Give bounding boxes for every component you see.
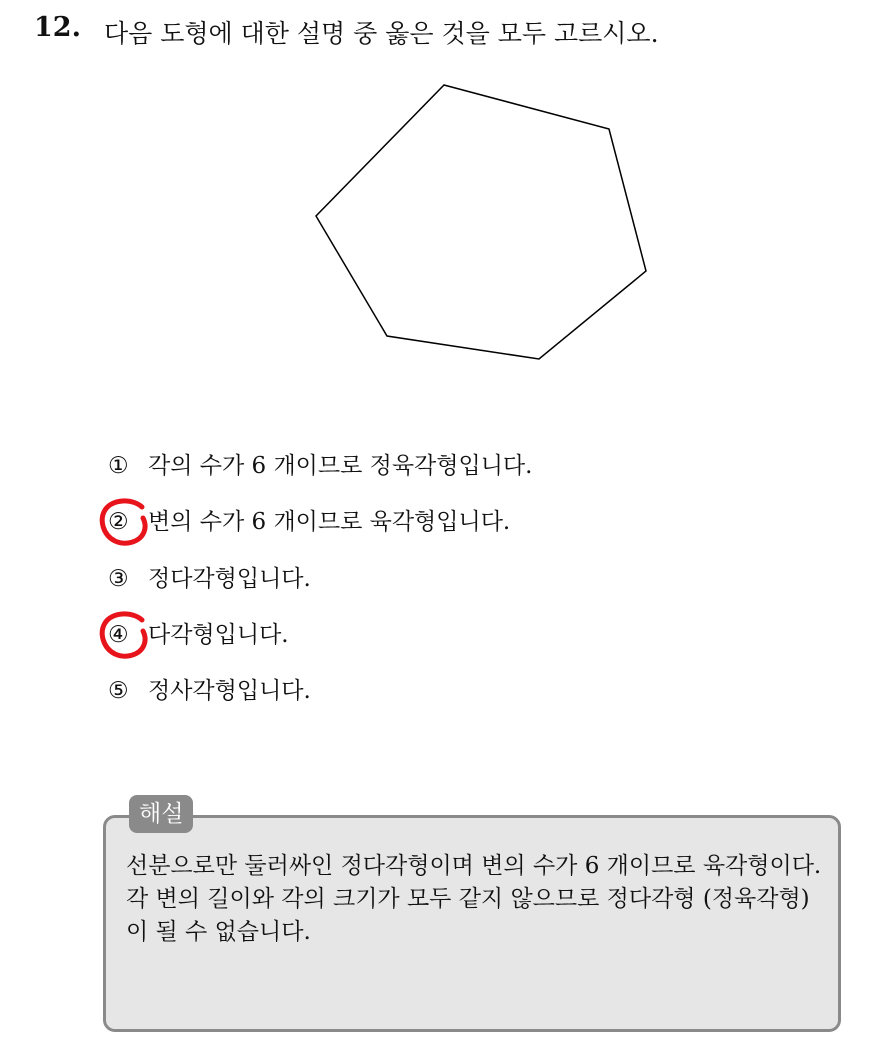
question-text: 다음 도형에 대한 설명 중 옳은 것을 모두 고르시오. bbox=[104, 19, 659, 48]
answer-circle-mark-4 bbox=[98, 610, 152, 660]
hexagon-figure bbox=[0, 0, 884, 400]
choice-number: ③ bbox=[108, 566, 129, 592]
choice-2[interactable] bbox=[108, 505, 510, 539]
choice-5[interactable] bbox=[108, 674, 311, 708]
explanation-line-2: 각 변의 길이와 각의 크기가 모두 같지 않으므로 정다각형 (정육각형) 이 될 수 없습니다. bbox=[126, 886, 810, 945]
question-number: 12. bbox=[34, 12, 81, 43]
explanation-label: 해설 bbox=[129, 795, 193, 833]
choice-text: 정다각형입니다. bbox=[148, 566, 311, 592]
explanation-text bbox=[126, 850, 826, 949]
choice-1[interactable] bbox=[108, 449, 532, 483]
choice-number: ② bbox=[108, 509, 129, 535]
choice-text: 정사각형입니다. bbox=[148, 678, 311, 704]
hexagon-shape bbox=[316, 85, 646, 359]
choice-3[interactable] bbox=[108, 562, 311, 596]
choice-number: ⑤ bbox=[108, 678, 129, 704]
answer-circle-mark-2 bbox=[98, 497, 152, 547]
choice-text: 다각형입니다. bbox=[148, 622, 289, 648]
explanation-line-1: 선분으로만 둘러싸인 정다각형이며 변의 수가 6 개이므로 육각형이다. bbox=[126, 853, 822, 879]
choice-text: 변의 수가 6 개이므로 육각형입니다. bbox=[148, 509, 511, 535]
choice-number: ① bbox=[108, 453, 129, 479]
choice-text: 각의 수가 6 개이므로 정육각형입니다. bbox=[148, 453, 533, 479]
choice-number: ④ bbox=[108, 622, 129, 648]
